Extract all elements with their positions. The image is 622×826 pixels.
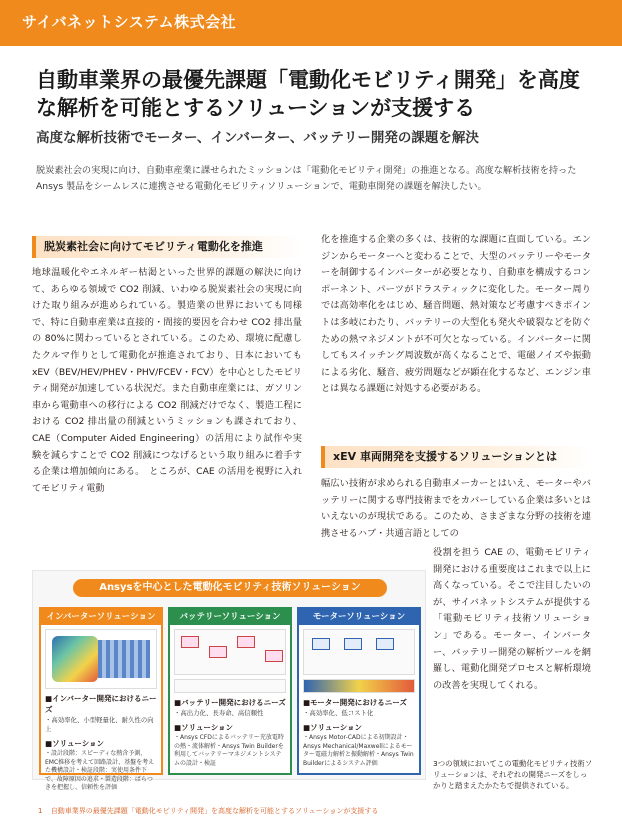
header-bar bbox=[0, 0, 622, 46]
panel-motor bbox=[297, 607, 421, 775]
battery-module-graphic bbox=[237, 636, 255, 648]
motor-block-graphic bbox=[344, 638, 362, 650]
motor-diagram-image bbox=[303, 629, 415, 675]
needs-text: ・高出力化、長寿命、高信頼性 bbox=[174, 709, 264, 717]
panel-inverter bbox=[39, 607, 163, 792]
solution-heading: ■ソリューション bbox=[45, 739, 105, 748]
solution-text: ・Ansys CFDによるバッテリー充放電時の熱・流体解析・Ansys Twin Builderを利用してバッテリーマネジメントシステムの設計・検証 bbox=[174, 734, 284, 767]
solution-figure bbox=[32, 570, 426, 792]
circuit-board-graphic bbox=[98, 640, 150, 678]
battery-module-graphic bbox=[181, 636, 199, 648]
inverter-simulation-image bbox=[45, 629, 157, 689]
needs-text: ・高効率化、低コスト化 bbox=[303, 709, 374, 717]
footer-title: 自動車業界の最優先課題「電動化モビリティ開発」を高度な解析を可能とするソリューションが支援する bbox=[50, 807, 379, 815]
solution-text: ・Ansys Motor-CADによる初期設計・Ansys Mechanical/Maxwellによるモーター電磁力解析と振動解析・Ansys Twin Builderによるシステム評価 bbox=[303, 734, 414, 767]
motor-block-graphic bbox=[376, 638, 394, 650]
motor-field-image bbox=[303, 679, 415, 693]
panel-title: モーターソリューション bbox=[299, 609, 419, 625]
battery-system-image bbox=[174, 679, 286, 693]
needs-text: ・高効率化、小型軽量化、耐久性の向上 bbox=[45, 716, 154, 733]
body-text-column-left: 地球温暖化やエネルギー枯渇といった世界的課題の解決に向けて、あらゆる領域で CO2 削減、いわゆる脱炭素社会の実現に向けた取り組みが進められている。製造業の世界においても同様で、特に自動車産業は直接的・間接的要因を合わせ CO2 排出量の 80%に関わっているとされている。このため、環境に配慮したクルマ作りとして電動化が推進されており、日本においても xEV（BEV/HEV/PHEV・PHV/FCEV・FCV）を中心としたモビリティ開発が加速している状況だ。また自動車産業には、ガソリン車から電動車への移行による CO2 削減だけでなく、製造工程における CO2 排出量の削減というミッションも課されており、CAE（Computer Aided Engineering）の活用により試作や実験を減らすことで CO2 削減につなげるという取り組みに着手する企業は増加傾向にある。 ところが、CAE の活用を視野に入れてモビリティ電動 bbox=[32, 267, 302, 494]
needs-heading: ■モーター開発におけるニーズ bbox=[303, 698, 407, 707]
panel-title: バッテリーソリューション bbox=[170, 609, 290, 625]
page-footer bbox=[38, 806, 384, 816]
figure-caption: 3つの領域においてこの電動化モビリティ技術ソリューションは、それぞれの開発ニーズをしっかりと踏まえたかたちで提供されている。 bbox=[433, 759, 593, 790]
lead-paragraph: 脱炭素社会の実現に向け、自動車産業に課せられたミッションは「電動化モビリティ開発」の推進となる。高度な解析技術を持った Ansys 製品をシームレスに連携させる電動化モビリティソリューションで、電動車開発の課題を解決したい。 bbox=[36, 165, 577, 192]
solution-text: ・設計段階：スピーディな熱含予測、EMC推移を考えて回路設計、基盤を考えた機構設計・検証段階：実使用条件下で、故障原因の追求・製造段階：ばらつきを把握し、信頼性を評価 bbox=[45, 750, 155, 792]
figure-banner: Ansysを中心とした電動化モビリティ技術ソリューション bbox=[73, 579, 387, 597]
article-subtitle: 高度な解析技術でモーター、インバーター、バッテリー開発の課題を解決 bbox=[36, 130, 479, 146]
needs-heading: ■バッテリー開発におけるニーズ bbox=[174, 698, 286, 707]
panel-title: インバーターソリューション bbox=[41, 609, 161, 625]
battery-module-graphic bbox=[265, 650, 283, 662]
thermal-map-graphic bbox=[52, 636, 98, 682]
body-text-column-right-top: 化を推進する企業の多くは、技術的な課題に直面している。エンジンからモーターへと変わることで、大型のバッテリーやモーターを制御するインバーターが必要となり、自動車を構成するコンポーネント、パーツがドラスティックに変化した。モーター周りでは高効率化をはじめ、騒音問題、熱対策など考慮すべきポイントは多岐にわたり、バッテリーの大型化も発火や破裂などを防ぐための熱マネジメントが不可欠となっている。インバーターに関してもスイッチング周波数が高くなることで、電磁ノイズや振動による劣化、騒音、疲労問題などが顕在化するなど、エンジン車とは異なる課題に対処する必要がある。 bbox=[321, 234, 591, 395]
page-number: 1 bbox=[38, 807, 43, 815]
solution-heading: ■ソリューション bbox=[174, 723, 234, 732]
company-name: サイバネットシステム株式会社 bbox=[22, 13, 237, 31]
body-text-column-right-bottom: 役割を担う CAE の、電動モビリティ開発における重要度はこれまで以上に高くなっている。そこで注目したいのが、サイバネットシステムが提供する「電動モビリティ技術ソリューション」である。モーター、インバーター、バッテリー開発の解析ツールを網羅し、電動化開発プロセスと解析環境の改善を実現してくれる。 bbox=[433, 547, 591, 691]
article-title: 自動車業界の最優先課題「電動化モビリティ開発」を高度な解析を可能とするソリューションが支援する bbox=[36, 68, 580, 120]
body-text-column-right-middle: 幅広い技術が求められる自動車メーカーとはいえ、モーターやバッテリーに関する専門技術までをカバーしている企業は多いとはいえないのが現状である。このため、さまざまな分野の技術を連携させるハブ・共通言語としての bbox=[321, 478, 591, 539]
panel-battery bbox=[168, 607, 292, 775]
battery-diagram-image bbox=[174, 629, 286, 675]
needs-heading: ■インバーター開発におけるニーズ bbox=[45, 694, 157, 714]
section-heading-decarbonization: 脱炭素社会に向けてモビリティ電動化を推進 bbox=[32, 236, 302, 258]
solution-heading: ■ソリューション bbox=[303, 723, 363, 732]
motor-block-graphic bbox=[312, 638, 330, 650]
section-heading-xev-solution: xEV 車両開発を支援するソリューションとは bbox=[321, 446, 591, 468]
battery-module-graphic bbox=[209, 646, 227, 658]
